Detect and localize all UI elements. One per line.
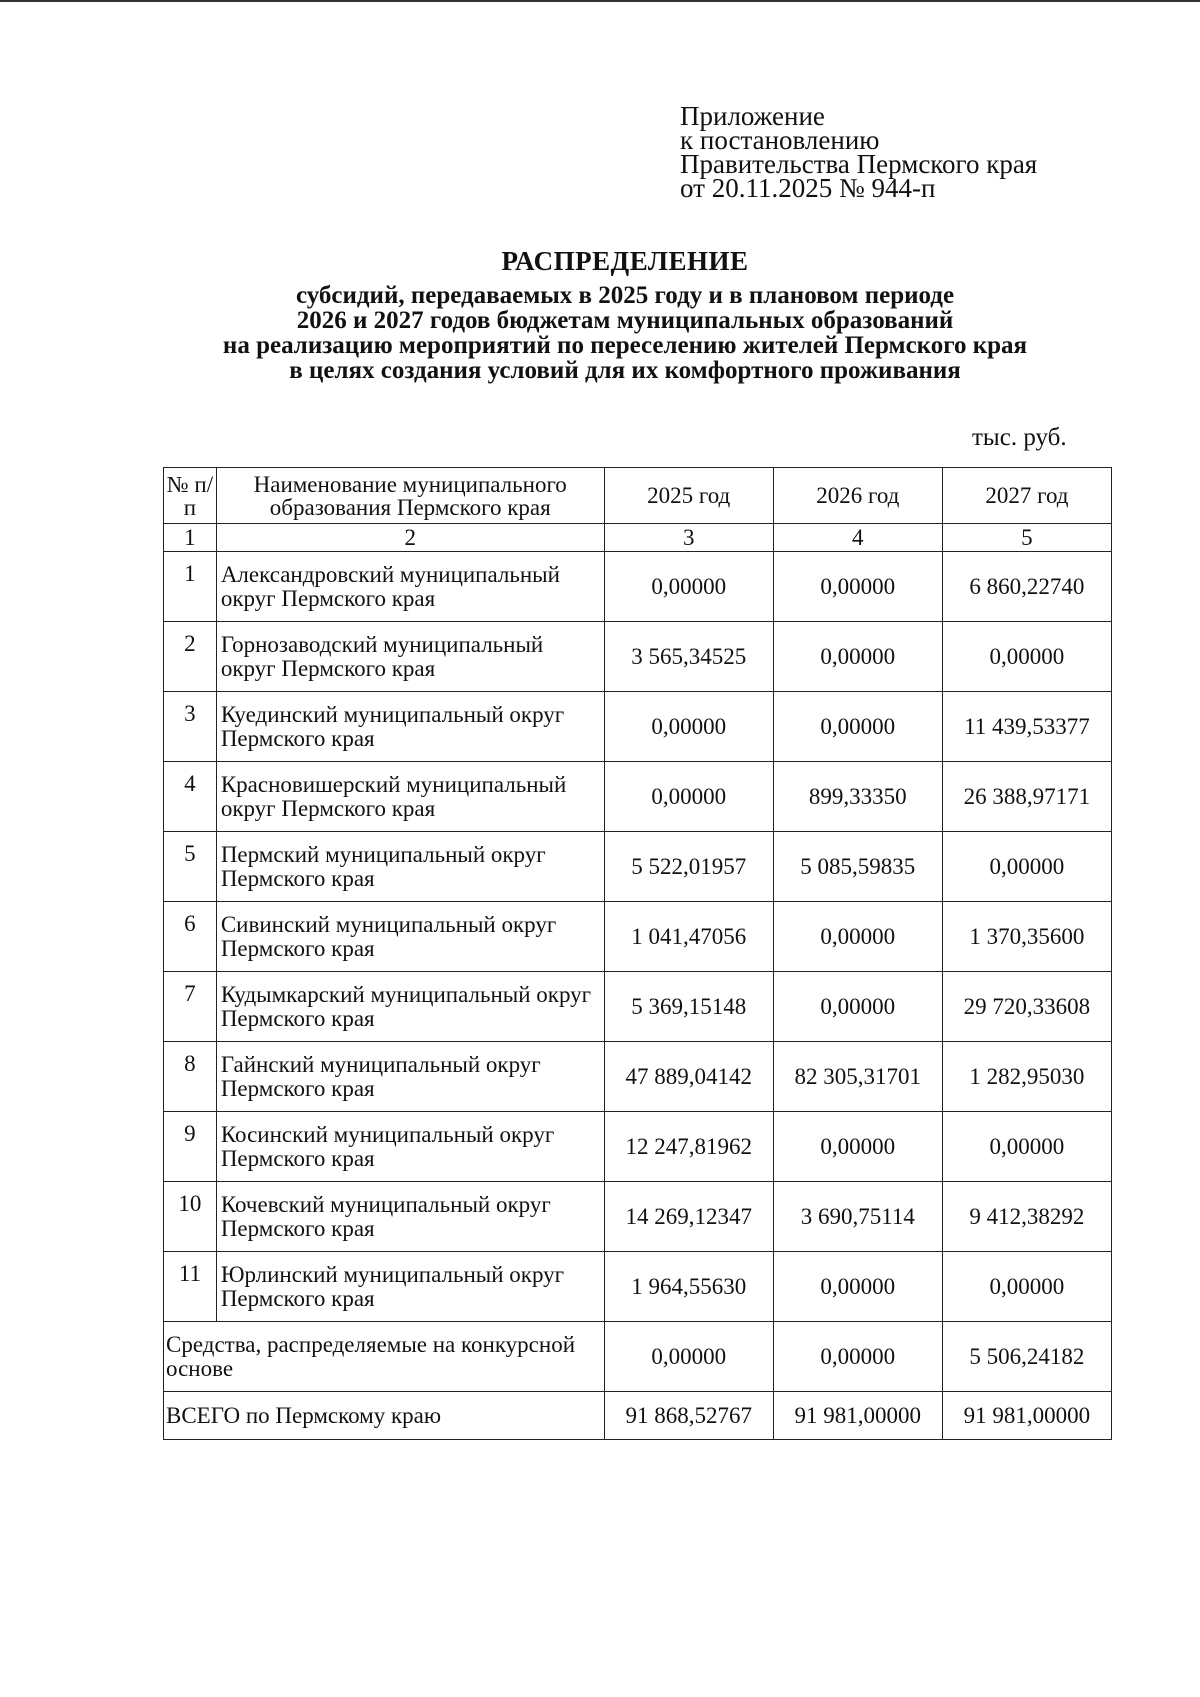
row-2026: 0,00000 <box>773 1112 942 1182</box>
grand-total-label: ВСЕГО по Пермскому краю <box>164 1392 605 1440</box>
row-name: Юрлинский муниципальный округ Пермского края <box>216 1252 604 1322</box>
document-subtitle <box>0 283 1200 383</box>
row-name: Куединский муниципальный округ Пермского края <box>216 692 604 762</box>
row-name: Пермский муниципальный округ Пермского края <box>216 832 604 902</box>
row-num: 6 <box>164 902 217 972</box>
table-row <box>164 902 1112 972</box>
appendix-line: к постановлению <box>680 125 880 155</box>
row-num: 4 <box>164 762 217 832</box>
table-row <box>164 832 1112 902</box>
competitive-2025: 0,00000 <box>604 1322 773 1392</box>
row-2027: 11 439,53377 <box>942 692 1111 762</box>
table-row <box>164 622 1112 692</box>
table-row <box>164 692 1112 762</box>
subtitle-line: на реализацию мероприятий по переселению жителей Пермского края <box>222 332 1028 359</box>
row-num: 5 <box>164 832 217 902</box>
row-2027: 6 860,22740 <box>942 552 1111 622</box>
row-name: Косинский муниципальный округ Пермского края <box>216 1112 604 1182</box>
competitive-2027: 5 506,24182 <box>942 1322 1111 1392</box>
row-2027: 0,00000 <box>942 1252 1111 1322</box>
subtitle-line: в целях создания условий для их комфортного проживания <box>289 357 961 384</box>
header-2027: 2027 год <box>942 468 1111 524</box>
header-name: Наименование муниципального образования Пермского края <box>216 468 604 524</box>
row-2025: 0,00000 <box>604 552 773 622</box>
column-index-row <box>164 524 1112 552</box>
row-2027: 9 412,38292 <box>942 1182 1111 1252</box>
table-row <box>164 1042 1112 1112</box>
column-index: 3 <box>604 524 773 552</box>
column-index: 5 <box>942 524 1111 552</box>
appendix-line: Приложение <box>680 101 825 131</box>
table-row <box>164 552 1112 622</box>
row-2026: 0,00000 <box>773 552 942 622</box>
row-2027: 26 388,97171 <box>942 762 1111 832</box>
scan-edge <box>0 0 1200 2</box>
row-2025: 14 269,12347 <box>604 1182 773 1252</box>
competitive-funds-row <box>164 1322 1112 1392</box>
row-2026: 0,00000 <box>773 972 942 1042</box>
distribution-table <box>163 467 1112 1440</box>
header-num: № п/п <box>164 468 217 524</box>
row-2027: 0,00000 <box>942 622 1111 692</box>
appendix-line: Правительства Пермского края <box>680 149 1038 179</box>
row-num: 8 <box>164 1042 217 1112</box>
row-2025: 3 565,34525 <box>604 622 773 692</box>
row-2025: 5 522,01957 <box>604 832 773 902</box>
grand-total-row <box>164 1392 1112 1440</box>
subtitle-line: субсидий, передаваемых в 2025 году и в плановом периоде <box>295 282 955 309</box>
row-2025: 1 041,47056 <box>604 902 773 972</box>
competitive-funds-label: Средства, распределяемые на конкурсной основе <box>164 1322 605 1392</box>
table-row <box>164 1112 1112 1182</box>
column-index: 4 <box>773 524 942 552</box>
column-index: 2 <box>216 524 604 552</box>
row-2025: 1 964,55630 <box>604 1252 773 1322</box>
units-label: тыс. руб. <box>972 424 1067 451</box>
table-row <box>164 972 1112 1042</box>
row-name: Кудымкарский муниципальный округ Пермского края <box>216 972 604 1042</box>
header-2025: 2025 год <box>604 468 773 524</box>
total-2027: 91 981,00000 <box>942 1392 1111 1440</box>
row-2026: 0,00000 <box>773 902 942 972</box>
row-2026: 82 305,31701 <box>773 1042 942 1112</box>
row-2025: 0,00000 <box>604 762 773 832</box>
row-2026: 0,00000 <box>773 692 942 762</box>
row-num: 1 <box>164 552 217 622</box>
row-2026: 899,33350 <box>773 762 942 832</box>
row-num: 3 <box>164 692 217 762</box>
table-header-row <box>164 468 1112 524</box>
row-2025: 12 247,81962 <box>604 1112 773 1182</box>
row-2026: 0,00000 <box>773 1252 942 1322</box>
total-2025: 91 868,52767 <box>604 1392 773 1440</box>
row-num: 9 <box>164 1112 217 1182</box>
row-name: Горнозаводский муниципальный округ Пермского края <box>216 622 604 692</box>
column-index: 1 <box>164 524 217 552</box>
row-num: 11 <box>164 1252 217 1322</box>
row-name: Сивинский муниципальный округ Пермского края <box>216 902 604 972</box>
row-num: 10 <box>164 1182 217 1252</box>
row-num: 7 <box>164 972 217 1042</box>
table-row <box>164 1252 1112 1322</box>
appendix-note <box>680 101 1038 203</box>
row-name: Кочевский муниципальный округ Пермского края <box>216 1182 604 1252</box>
row-2027: 29 720,33608 <box>942 972 1111 1042</box>
row-2025: 0,00000 <box>604 692 773 762</box>
row-2027: 1 282,95030 <box>942 1042 1111 1112</box>
row-2026: 3 690,75114 <box>773 1182 942 1252</box>
total-2026: 91 981,00000 <box>773 1392 942 1440</box>
row-name: Александровский муниципальный округ Пермского края <box>216 552 604 622</box>
row-num: 2 <box>164 622 217 692</box>
competitive-2026: 0,00000 <box>773 1322 942 1392</box>
row-2027: 1 370,35600 <box>942 902 1111 972</box>
header-2026: 2026 год <box>773 468 942 524</box>
table-row <box>164 1182 1112 1252</box>
row-2027: 0,00000 <box>942 832 1111 902</box>
document-title: РАСПРЕДЕЛЕНИЕ <box>501 246 749 276</box>
appendix-line: от 20.11.2025 № 944-п <box>680 173 936 203</box>
row-name: Красновишерский муниципальный округ Пермского края <box>216 762 604 832</box>
row-2027: 0,00000 <box>942 1112 1111 1182</box>
row-2026: 0,00000 <box>773 622 942 692</box>
row-2025: 5 369,15148 <box>604 972 773 1042</box>
row-name: Гайнский муниципальный округ Пермского края <box>216 1042 604 1112</box>
row-2026: 5 085,59835 <box>773 832 942 902</box>
table-row <box>164 762 1112 832</box>
subtitle-line: 2026 и 2027 годов бюджетам муниципальных образований <box>296 307 954 334</box>
row-2025: 47 889,04142 <box>604 1042 773 1112</box>
